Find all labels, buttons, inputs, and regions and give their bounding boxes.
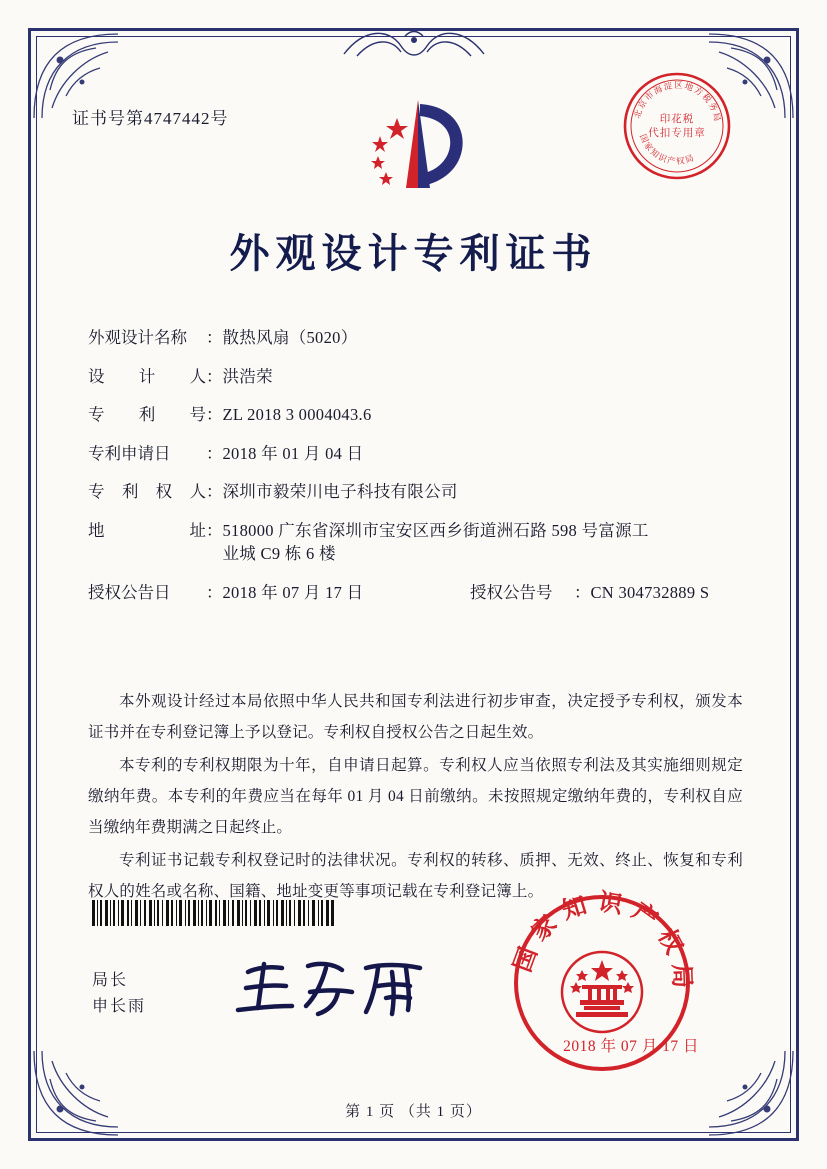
certificate-number: 证书号第4747442号 (72, 109, 229, 128)
page-title: 外观设计专利证书 (229, 230, 598, 277)
label-char: 利 (138, 405, 156, 424)
label-char: 专 (88, 482, 105, 501)
field-address (88, 520, 747, 563)
corner-ornament-bottom-right (705, 1047, 797, 1139)
field-value-patentee: 深圳市毅荣川电子科技有限公司 (222, 482, 458, 501)
field-value-grant-date: 2018 年 07 月 17 日 (222, 582, 364, 602)
field-label-application-date: 专利申请日 (88, 443, 171, 463)
signature-block (92, 968, 146, 1021)
handwritten-signature (230, 952, 440, 1024)
field-label-grant-number: 授权公告号 (470, 582, 553, 602)
grant-date (88, 582, 470, 602)
grant-row (88, 582, 747, 602)
field-colon: ： (206, 405, 223, 424)
label-char: 设 (88, 366, 105, 386)
grant-number (470, 582, 747, 602)
signature-title: 局长 (92, 972, 129, 989)
field-value-design-name: 散热风扇（5020） (222, 328, 358, 347)
label-char: 专 (88, 405, 105, 424)
label-char: 权 (155, 482, 173, 501)
svg-text:北京市海淀区地方税务局: 北京市海淀区地方税务局 (631, 79, 724, 124)
field-colon: ： (206, 443, 223, 463)
field-list (88, 330, 747, 609)
paragraph-3: 专利证书记载专利权登记时的法律状况。专利权的转移、质押、无效、终止、恢复和专利权人的姓名或名称、国籍、地址变更等事项记载在专利登记簿上。 (88, 852, 743, 900)
paragraph-1: 本外观设计经过本局依照中华人民共和国专利法进行初步审查，决定授予专利权，颁发本证书并在专利登记簿上予以登记。专利权自授权公告之日起生效。 (88, 693, 743, 741)
cnipa-logo-icon (334, 88, 494, 203)
label-char: 计 (138, 366, 156, 386)
label-char: 人 (189, 366, 206, 386)
field-colon: ： (574, 582, 591, 602)
address-line-2: 业城 C9 栋 6 楼 (222, 544, 336, 563)
field-label-design-name: 外观设计名称 (88, 328, 187, 347)
label-char: 利 (121, 482, 139, 501)
field-value-designer: 洪浩荣 (222, 366, 273, 386)
field-patent-number (88, 407, 747, 424)
svg-text:代扣专用章: 代扣专用章 (648, 128, 706, 139)
label-char: 号 (189, 405, 206, 424)
page-number: 第 1 页 （共 1 页） (345, 1104, 482, 1120)
seal-issue-date: 2018 年 07 月 17 日 (563, 1038, 699, 1055)
field-patentee (88, 484, 747, 501)
field-colon: ： (206, 520, 223, 540)
field-value-grant-number: CN 304732889 S (590, 582, 710, 602)
label-char: 址 (189, 520, 206, 540)
svg-text:国家知识产权局: 国家知识产权局 (638, 132, 697, 167)
field-colon: ： (206, 482, 223, 501)
field-colon: ： (206, 366, 223, 386)
body-text (88, 686, 743, 909)
field-colon: ： (206, 582, 223, 602)
tax-stamp-seal (621, 70, 733, 182)
field-design-name (88, 330, 747, 347)
field-value-application-date: 2018 年 01 月 04 日 (222, 443, 364, 463)
field-label-grant-date: 授权公告日 (88, 582, 171, 602)
field-label-address (88, 520, 206, 540)
svg-text:印花税: 印花税 (659, 114, 695, 125)
label-char: 人 (189, 482, 206, 501)
field-value-address (222, 520, 748, 563)
field-label-patentee (88, 484, 206, 501)
field-value-patent-number: ZL 2018 3 0004043.6 (222, 405, 372, 424)
corner-ornament-bottom-left (30, 1047, 122, 1139)
field-label-designer (88, 366, 206, 386)
field-colon: ： (206, 328, 223, 347)
field-application-date (88, 443, 747, 463)
svg-text:国家知识产权局: 国家知识产权局 (509, 889, 695, 998)
signature-name: 申长雨 (92, 998, 147, 1016)
field-label-patent-number (88, 407, 206, 424)
field-designer (88, 366, 747, 386)
label-char: 地 (88, 520, 105, 540)
paragraph-2: 本专利的专利权期限为十年，自申请日起算。专利权人应当依照专利法及其实施细则规定缴纳年费。本专利的年费应当在每年 01 月 04 日前缴纳。未按照规定缴纳年费的，专利权自应当缴纳年费期满之日起终止。 (88, 757, 743, 836)
barcode (92, 900, 334, 926)
address-line-1: 518000 广东省深圳市宝安区西乡街道洲石路 598 号富源工 (222, 520, 649, 540)
top-ornament (339, 24, 489, 64)
